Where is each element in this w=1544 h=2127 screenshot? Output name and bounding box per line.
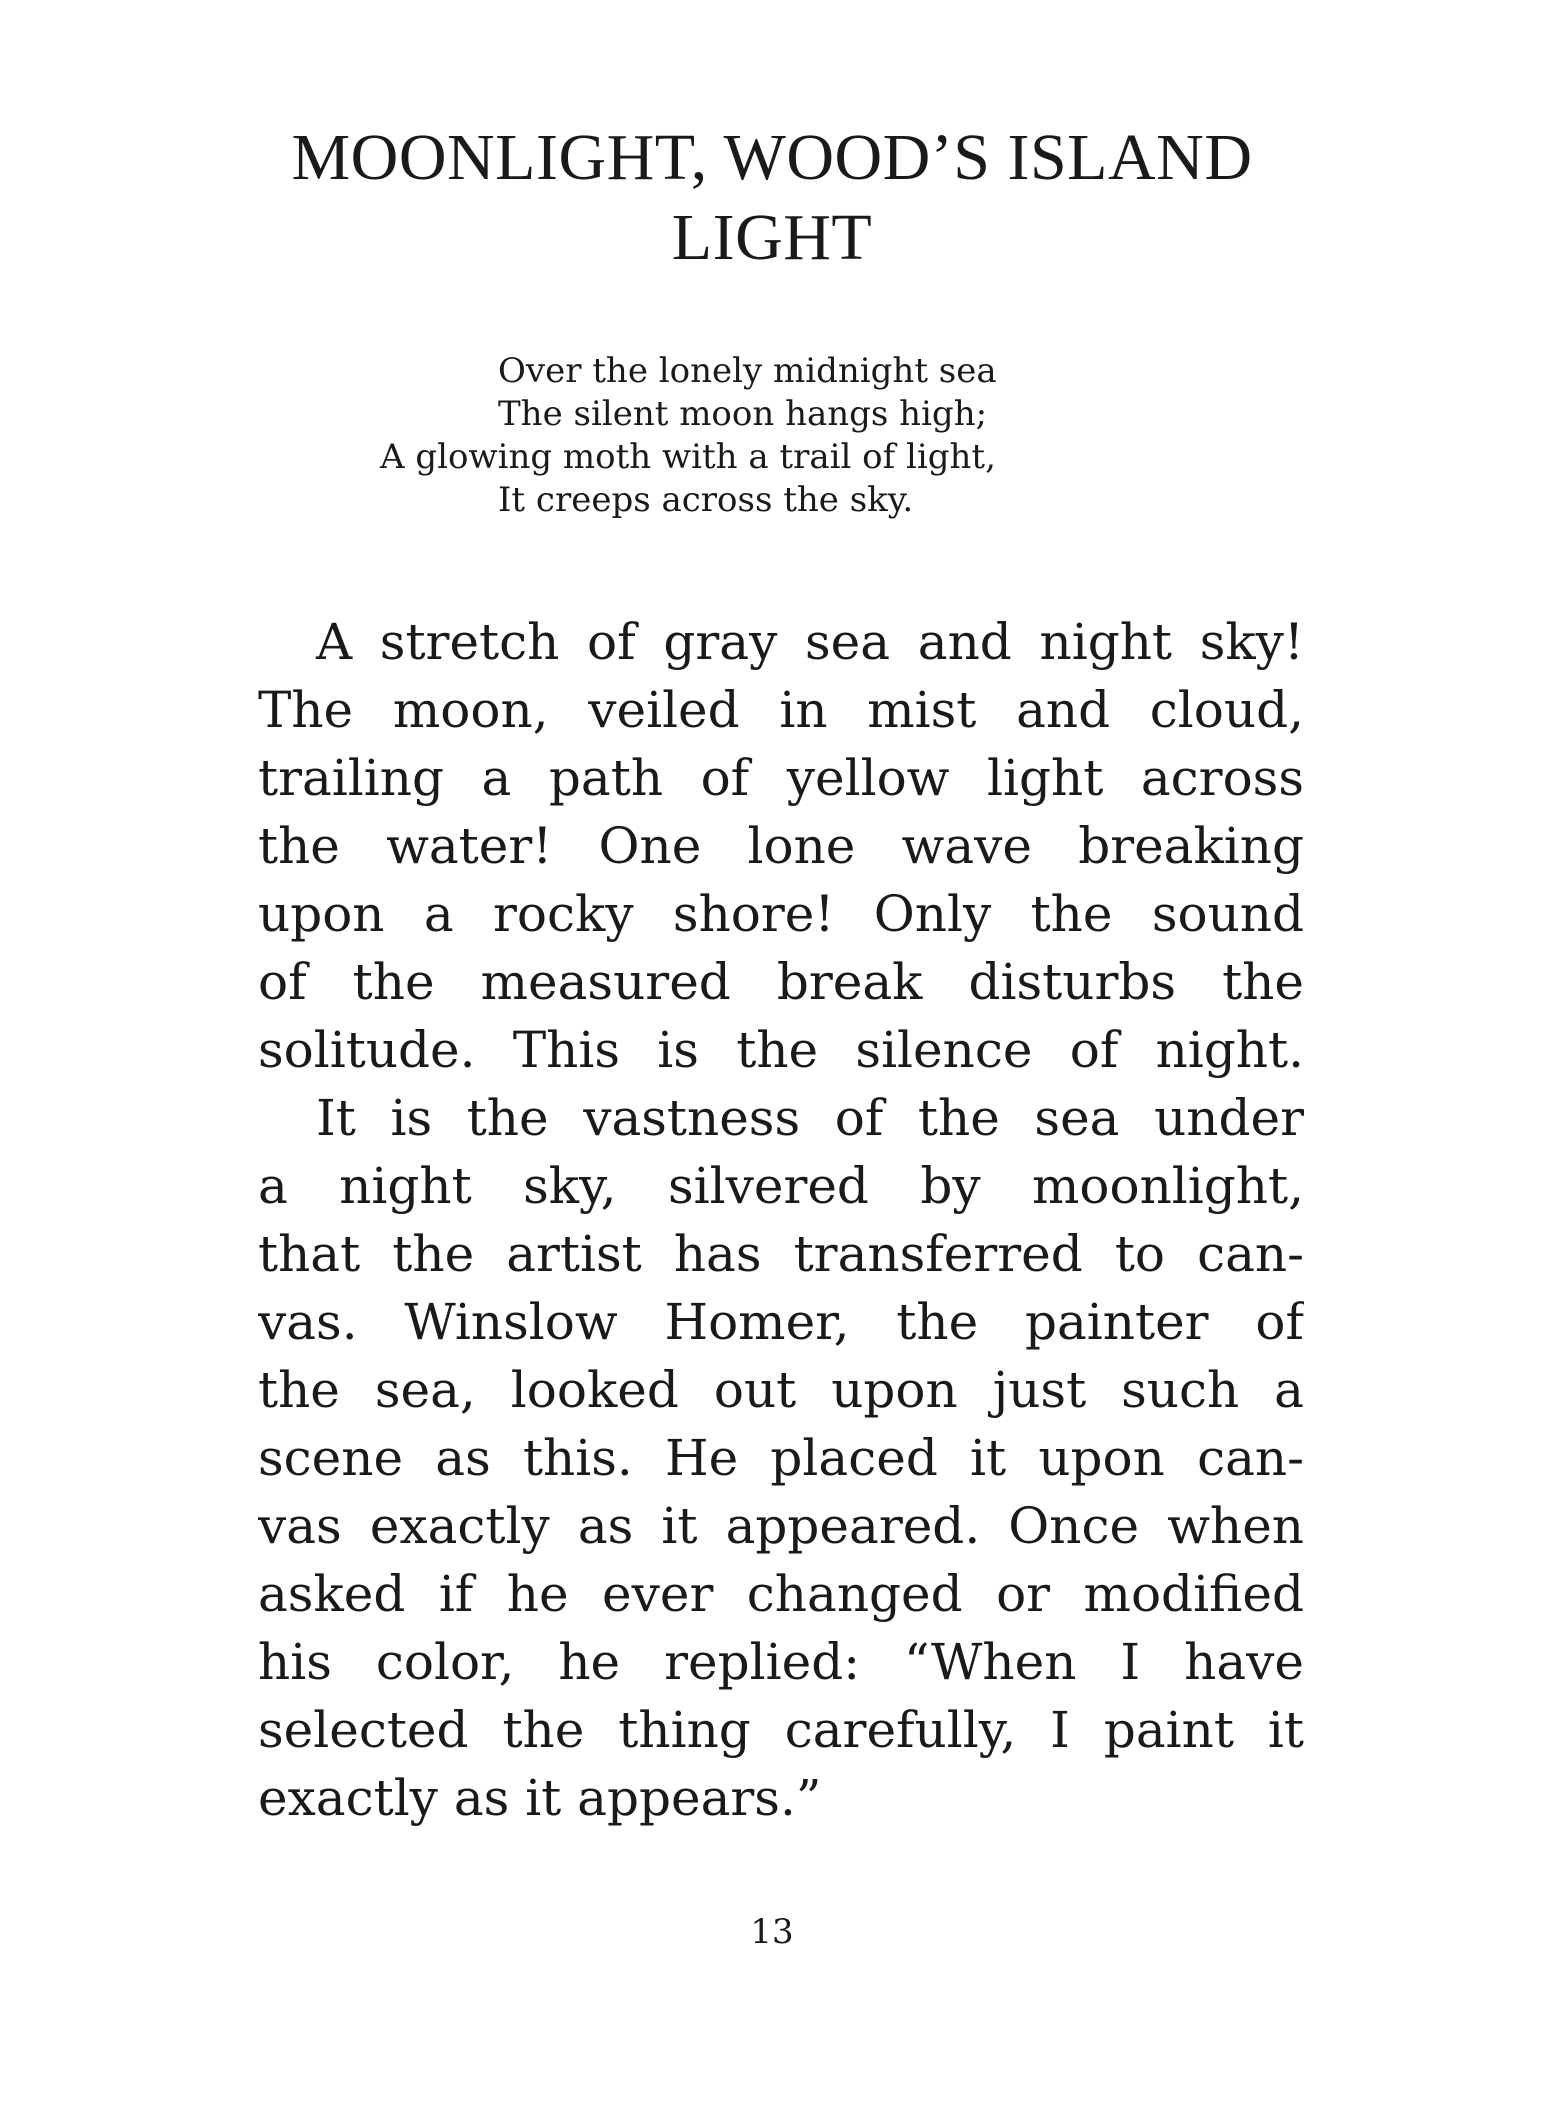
- text-line: a night sky, silvered by moonlight,: [258, 1157, 1304, 1215]
- text-line: vas. Winslow Homer, the painter of: [258, 1293, 1304, 1351]
- text-line: vas exactly as it appeared. Once when: [258, 1497, 1304, 1555]
- text-line: upon a rocky shore! Only the sound: [258, 885, 1304, 943]
- poem-line: It creeps across the sky.: [498, 480, 914, 520]
- text-line: It is the vastness of the sea under: [316, 1089, 1304, 1147]
- page-title: [0, 118, 1544, 278]
- text-line: asked if he ever changed or modified: [258, 1565, 1304, 1623]
- text-line: the sea, looked out upon just such a: [258, 1361, 1304, 1419]
- text-line: exactly as it appears.”: [258, 1769, 822, 1827]
- poem-line: A glowing moth with a trail of light,: [380, 437, 996, 477]
- page-number: 13: [750, 1912, 794, 1952]
- title-line-2: LIGHT: [671, 201, 873, 274]
- body-text: [258, 608, 1304, 1832]
- text-line: solitude. This is the silence of night.: [258, 1021, 1304, 1079]
- title-line-1: MOONLIGHT, WOOD’S ISLAND: [291, 121, 1253, 194]
- paragraph-2: [258, 1084, 1304, 1832]
- text-line: his color, he replied: “When I have: [258, 1633, 1304, 1691]
- poem-line: Over the lonely midnight sea: [498, 351, 997, 391]
- poem-line: The silent moon hangs high;: [498, 394, 988, 434]
- text-line: of the measured break disturbs the: [258, 953, 1304, 1011]
- text-line: The moon, veiled in mist and cloud,: [258, 681, 1304, 739]
- paragraph-1: [258, 608, 1304, 1084]
- text-line: scene as this. He placed it upon can-: [258, 1429, 1304, 1487]
- text-line: trailing a path of yellow light across: [258, 749, 1304, 807]
- text-line: that the artist has transferred to can-: [258, 1225, 1304, 1283]
- text-line: the water! One lone wave breaking: [258, 817, 1304, 875]
- text-line: selected the thing carefully, I paint it: [258, 1701, 1304, 1759]
- poem-stanza: [380, 350, 1180, 522]
- text-line: A stretch of gray sea and night sky!: [316, 613, 1304, 671]
